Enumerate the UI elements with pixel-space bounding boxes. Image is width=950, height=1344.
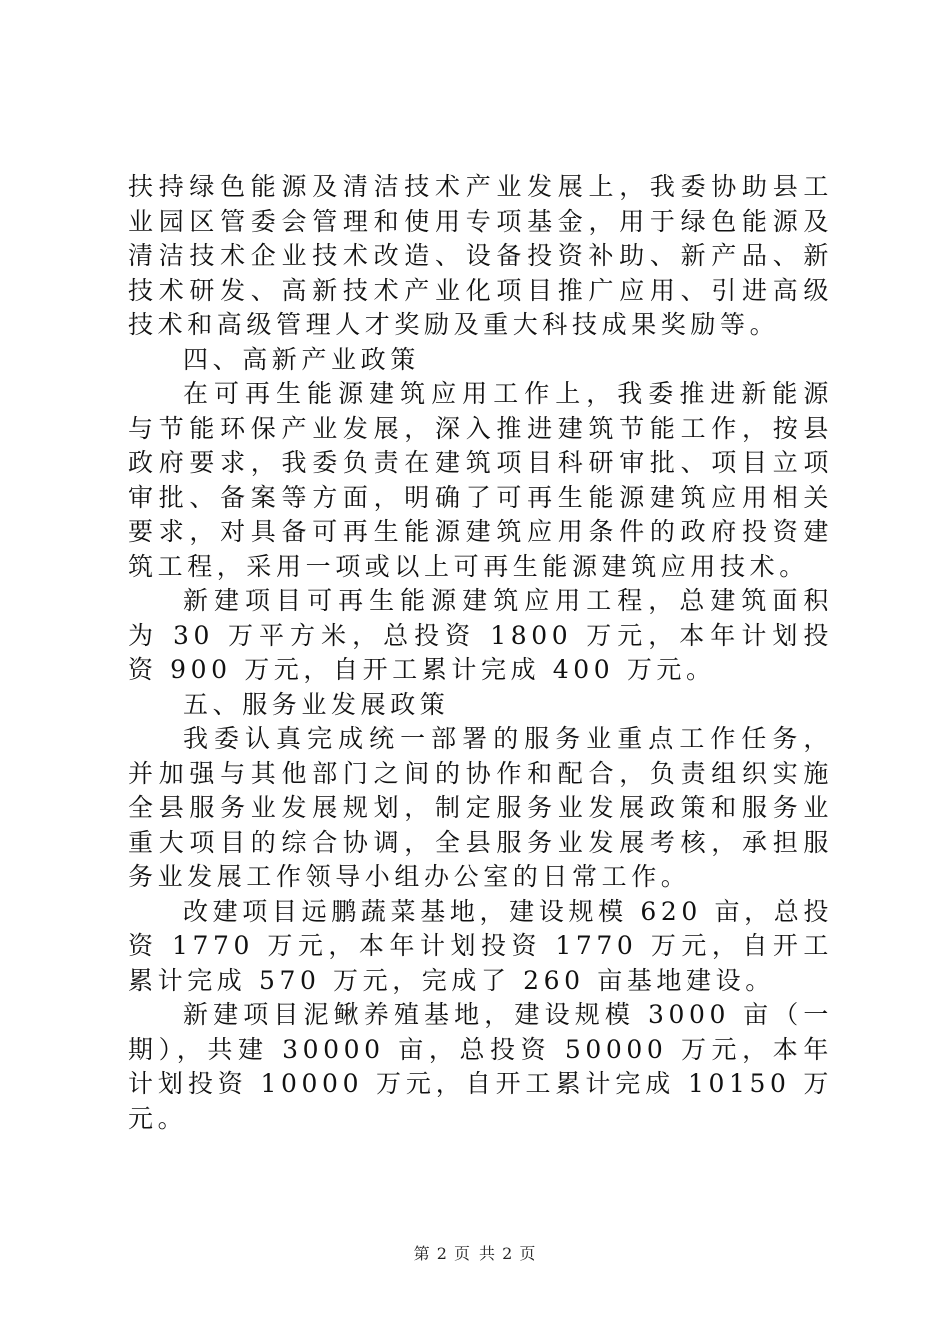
paragraph-3: 新建项目可再生能源建筑应用工程，总建筑面积为 30 万平方米，总投资 1800 万元，本年计划投资 900 万元，自开工累计完成 400 万元。 [128,586,833,684]
paragraph-1: 扶持绿色能源及清洁技术产业发展上，我委协助县工业园区管委会管理和使用专项基金，用于绿色能源及清洁技术企业技术改造、设备投资补助、新产品、新技术研发、高新技术产业化项目推广应用、引进高级技术和高级管理人才奖励及重大科技成果奖励等。 [128,172,833,339]
paragraph-5: 改建项目远鹏蔬菜基地，建设规模 620 亩，总投资 1770 万元，本年计划投资 1770 万元，自开工累计完成 570 万元，完成了 260 亩基地建设。 [128,896,833,995]
paragraph-2: 在可再生能源建筑应用工作上，我委推进新能源与节能环保产业发展，深入推进建筑节能工作，按县政府要求，我委负责在建筑项目科研审批、项目立项审批、备案等方面，明确了可再生能源建筑应用相关要求，对具备可再生能源建筑应用条件的政府投资建筑工程，采用一项或以上可再生能源建筑应用技术。 [128,379,833,581]
section-heading-4: 四、高新产业政策 [183,344,420,374]
page-footer [0,1241,950,1264]
paragraph-4: 我委认真完成统一部署的服务业重点工作任务，并加强与其他部门之间的协作和配合，负责组织实施全县服务业发展规划，制定服务业发展政策和服务业重大项目的综合协调，全县服务业发展考核，承担服务业发展工作领导小组办公室的日常工作。 [128,724,833,891]
page-total: 共 2 页 [479,1244,537,1263]
document-body [128,170,833,1136]
section-heading-5: 五、服务业发展政策 [183,689,450,719]
page-number: 第 2 页 [413,1244,471,1263]
paragraph-6: 新建项目泥鳅养殖基地，建设规模 3000 亩（一期），共建 30000 亩，总投资 50000 万元，本年计划投资 10000 万元，自开工累计完成 10150 万元。 [128,1000,833,1133]
